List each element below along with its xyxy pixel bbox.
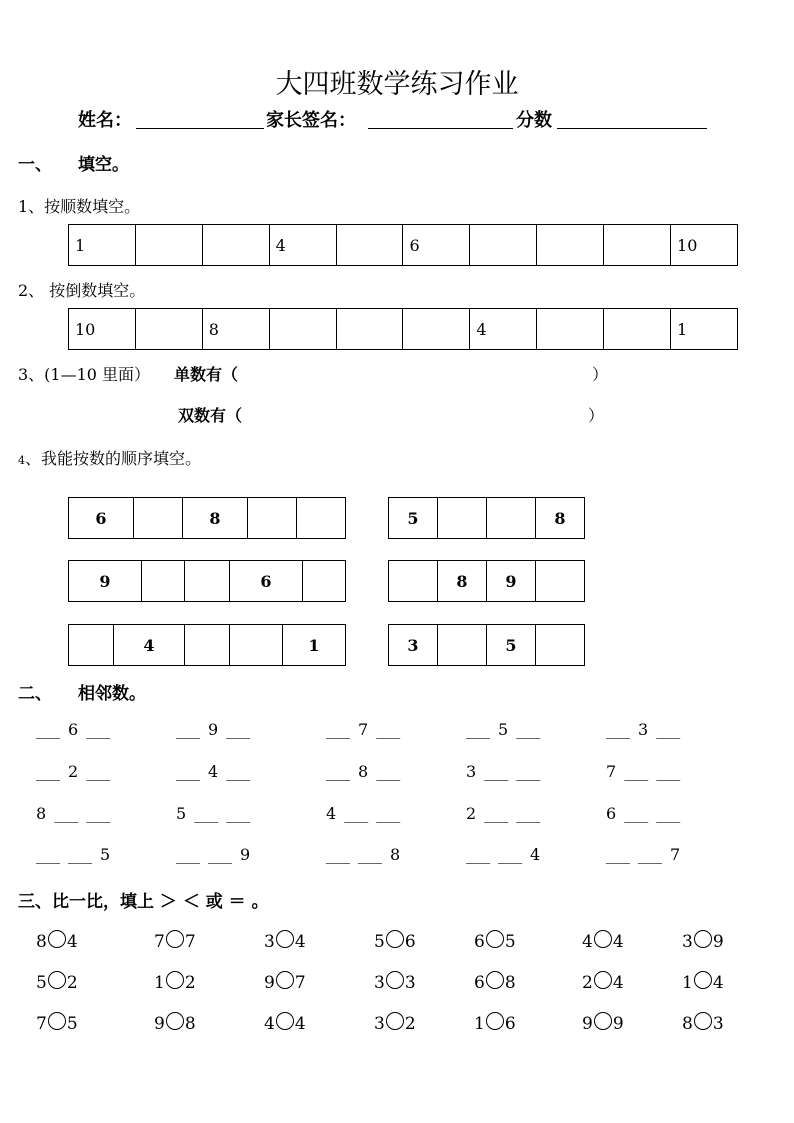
compare-right-number: 6 — [504, 1014, 516, 1034]
compare-answer-circle[interactable] — [594, 1012, 612, 1030]
q4-box-cell: 3 — [389, 625, 438, 666]
q4-box-cell[interactable] — [536, 561, 585, 602]
q4-box-cell: 1 — [283, 625, 346, 666]
neighbor-blank[interactable]: ___ — [86, 762, 111, 781]
compare-item — [582, 1012, 624, 1034]
q4-label — [18, 446, 201, 469]
q4-box-group — [68, 560, 346, 602]
compare-item — [682, 971, 724, 993]
neighbor-blank[interactable]: ___ — [516, 720, 541, 739]
q2-label: 2、 按倒数填空。 — [18, 281, 146, 300]
compare-right-number: 4 — [612, 973, 624, 993]
neighbor-item — [606, 720, 688, 739]
neighbor-number: 3 — [638, 720, 649, 739]
neighbor-item — [606, 804, 688, 823]
compare-right-number: 2 — [184, 973, 196, 993]
q1-sequence-grid — [68, 224, 738, 266]
compare-answer-circle[interactable] — [694, 930, 712, 948]
q1-cell: 4 — [269, 225, 336, 266]
compare-left-number: 1 — [682, 973, 693, 993]
q2-sequence-grid — [68, 308, 738, 350]
q4-box-cell[interactable] — [248, 498, 297, 539]
neighbor-blank[interactable]: ___ — [498, 845, 522, 864]
compare-answer-circle[interactable] — [386, 971, 404, 989]
neighbor-blank[interactable]: ___ — [326, 845, 350, 864]
neighbor-blank[interactable]: ___ — [606, 720, 630, 739]
compare-right-number: 5 — [66, 1014, 78, 1034]
compare-right-number: 2 — [404, 1014, 416, 1034]
neighbor-number: 3 — [466, 762, 477, 781]
q2-cell[interactable] — [135, 309, 202, 350]
compare-left-number: 4 — [264, 1014, 275, 1034]
compare-answer-circle[interactable] — [166, 1012, 184, 1030]
neighbor-item — [176, 845, 258, 864]
compare-right-number: 4 — [712, 973, 724, 993]
compare-item — [154, 930, 196, 952]
q4-box-cell[interactable] — [536, 625, 585, 666]
compare-item — [264, 1012, 306, 1034]
q1-cell[interactable] — [336, 225, 403, 266]
compare-item — [36, 930, 78, 952]
compare-answer-circle[interactable] — [48, 971, 66, 989]
q4-box-cell[interactable] — [297, 498, 346, 539]
neighbor-item — [606, 845, 688, 864]
compare-left-number: 8 — [36, 932, 47, 952]
neighbor-number: 7 — [358, 720, 369, 739]
neighbor-blank[interactable]: ___ — [466, 845, 490, 864]
compare-answer-circle[interactable] — [386, 930, 404, 948]
compare-answer-circle[interactable] — [166, 971, 184, 989]
neighbor-item — [36, 762, 118, 781]
compare-item — [154, 971, 196, 993]
neighbor-item — [606, 762, 688, 781]
q3-odd-close: ） — [592, 365, 609, 384]
compare-left-number: 3 — [374, 973, 385, 993]
score-label: 分数 — [516, 110, 552, 131]
parent-signature-field[interactable] — [368, 128, 513, 129]
q4-box-cell: 9 — [69, 561, 142, 602]
compare-right-number: 8 — [184, 1014, 196, 1034]
q1-cell[interactable] — [470, 225, 537, 266]
q1-label: 1、按顺数填空。 — [18, 197, 141, 216]
neighbor-blank[interactable]: ___ — [516, 762, 541, 781]
compare-left-number: 3 — [682, 932, 693, 952]
q4-box-cell: 4 — [114, 625, 185, 666]
neighbor-number: 8 — [358, 762, 369, 781]
q4-box-cell[interactable] — [230, 625, 283, 666]
compare-left-number: 9 — [582, 1014, 593, 1034]
q4-box-cell: 9 — [487, 561, 536, 602]
q4-box-cell[interactable] — [438, 625, 487, 666]
neighbor-blank[interactable]: ___ — [376, 720, 401, 739]
neighbor-item — [36, 845, 118, 864]
neighbor-blank[interactable]: ___ — [376, 762, 401, 781]
neighbor-blank[interactable]: ___ — [226, 762, 251, 781]
compare-item — [264, 971, 306, 993]
q4-box-cell[interactable] — [438, 498, 487, 539]
q4-box-cell[interactable] — [389, 561, 438, 602]
compare-left-number: 3 — [264, 932, 275, 952]
compare-right-number: 2 — [66, 973, 78, 993]
q2-cell: 8 — [202, 309, 269, 350]
compare-answer-circle[interactable] — [486, 930, 504, 948]
q3-odd-answer[interactable] — [258, 382, 578, 384]
compare-right-number: 7 — [184, 932, 196, 952]
compare-item — [264, 930, 306, 952]
compare-left-number: 7 — [154, 932, 165, 952]
neighbor-blank[interactable]: ___ — [226, 720, 251, 739]
q2-cell: 1 — [671, 309, 738, 350]
q4-box-cell[interactable] — [134, 498, 183, 539]
compare-left-number: 1 — [474, 1014, 485, 1034]
compare-left-number: 5 — [374, 932, 385, 952]
neighbor-blank[interactable]: ___ — [484, 804, 509, 823]
q1-cell[interactable] — [135, 225, 202, 266]
q4-label-text: 、我能按数的顺序填空。 — [25, 449, 202, 468]
compare-item — [474, 971, 516, 993]
neighbor-blank[interactable]: ___ — [484, 762, 509, 781]
compare-left-number: 2 — [582, 973, 593, 993]
q2-cell[interactable] — [269, 309, 336, 350]
compare-left-number: 6 — [474, 932, 485, 952]
neighbor-blank[interactable]: ___ — [358, 845, 382, 864]
neighbor-blank[interactable]: ___ — [176, 845, 200, 864]
neighbor-number: 2 — [466, 804, 477, 823]
compare-answer-circle[interactable] — [386, 1012, 404, 1030]
compare-item — [474, 1012, 516, 1034]
q3-even-close: ） — [588, 406, 605, 425]
q4-box-cell: 8 — [438, 561, 487, 602]
neighbor-number: 2 — [68, 762, 79, 781]
neighbor-item — [326, 804, 408, 823]
neighbor-number: 6 — [606, 804, 617, 823]
section1-heading: 填空。 — [78, 155, 129, 175]
neighbor-item — [36, 804, 118, 823]
compare-left-number: 5 — [36, 973, 47, 993]
neighbor-blank[interactable]: ___ — [86, 804, 111, 823]
neighbor-number: 9 — [240, 845, 251, 864]
compare-item — [374, 930, 416, 952]
neighbor-blank[interactable]: ___ — [656, 720, 681, 739]
q2-cell[interactable] — [537, 309, 604, 350]
compare-answer-circle[interactable] — [276, 1012, 294, 1030]
q4-box-group — [388, 560, 585, 602]
neighbor-blank[interactable]: ___ — [68, 845, 92, 864]
q1-cell: 6 — [403, 225, 470, 266]
compare-answer-circle[interactable] — [594, 971, 612, 989]
compare-right-number: 4 — [612, 932, 624, 952]
q4-box-cell[interactable] — [185, 625, 230, 666]
compare-right-number: 9 — [612, 1014, 624, 1034]
name-label: 姓名： — [78, 110, 132, 131]
q4-box-cell: 6 — [69, 498, 134, 539]
q4-box-group — [68, 624, 346, 666]
compare-right-number: 4 — [294, 1014, 306, 1034]
compare-left-number: 3 — [374, 1014, 385, 1034]
compare-left-number: 7 — [36, 1014, 47, 1034]
parent-signature-label: 家长签名： — [266, 110, 356, 131]
q3-even-answer[interactable] — [258, 423, 578, 425]
q3-prefix: 3、(1—10 里面） — [18, 365, 151, 384]
page-title: 大四班数学练习作业 — [275, 69, 519, 100]
q1-cell: 1 — [69, 225, 136, 266]
neighbor-blank[interactable]: ___ — [656, 762, 681, 781]
neighbor-item — [36, 720, 118, 739]
compare-right-number: 4 — [66, 932, 78, 952]
compare-item — [582, 930, 624, 952]
neighbor-blank[interactable]: ___ — [326, 720, 350, 739]
neighbor-blank[interactable]: ___ — [624, 804, 649, 823]
compare-item — [36, 1012, 78, 1034]
compare-answer-circle[interactable] — [594, 930, 612, 948]
q4-box-cell: 8 — [536, 498, 585, 539]
compare-item — [582, 971, 624, 993]
compare-answer-circle[interactable] — [694, 971, 712, 989]
q3-odd-label: 单数有（ — [174, 365, 239, 384]
q1-cell[interactable] — [604, 225, 671, 266]
neighbor-number: 4 — [530, 845, 541, 864]
neighbor-item — [466, 720, 548, 739]
compare-right-number: 8 — [504, 973, 516, 993]
neighbor-blank[interactable]: ___ — [54, 804, 79, 823]
compare-right-number: 5 — [504, 932, 516, 952]
compare-right-number: 9 — [712, 932, 724, 952]
q4-box-group — [388, 624, 585, 666]
compare-item — [682, 930, 724, 952]
q2-cell[interactable] — [604, 309, 671, 350]
neighbor-number: 8 — [36, 804, 47, 823]
q4-box-cell[interactable] — [185, 561, 230, 602]
neighbor-item — [466, 762, 548, 781]
q2-cell[interactable] — [403, 309, 470, 350]
section3-heading: 三、比一比，填上 ＞ ＜ 或 ＝ 。 — [18, 892, 269, 912]
compare-answer-circle[interactable] — [694, 1012, 712, 1030]
section2-number: 二、 — [18, 684, 52, 704]
compare-answer-circle[interactable] — [486, 971, 504, 989]
compare-left-number: 9 — [264, 973, 275, 993]
compare-item — [474, 930, 516, 952]
neighbor-item — [326, 720, 408, 739]
neighbor-blank[interactable]: ___ — [624, 762, 649, 781]
q4-box-group — [68, 497, 346, 539]
compare-answer-circle[interactable] — [486, 1012, 504, 1030]
neighbor-blank[interactable]: ___ — [36, 845, 60, 864]
neighbor-blank[interactable]: ___ — [226, 804, 251, 823]
neighbor-blank[interactable]: ___ — [638, 845, 662, 864]
score-field[interactable] — [557, 128, 707, 129]
neighbor-number: 7 — [606, 762, 617, 781]
name-field[interactable] — [136, 128, 264, 129]
section2-heading: 相邻数。 — [78, 684, 146, 704]
compare-left-number: 9 — [154, 1014, 165, 1034]
q4-box-cell[interactable] — [69, 625, 114, 666]
neighbor-blank[interactable]: ___ — [194, 804, 219, 823]
neighbor-blank[interactable]: ___ — [36, 720, 60, 739]
compare-answer-circle[interactable] — [276, 930, 294, 948]
compare-right-number: 3 — [404, 973, 416, 993]
q2-cell[interactable] — [336, 309, 403, 350]
q4-box-cell[interactable] — [487, 498, 536, 539]
compare-answer-circle[interactable] — [276, 971, 294, 989]
neighbor-blank[interactable]: ___ — [208, 845, 232, 864]
neighbor-blank[interactable]: ___ — [176, 762, 200, 781]
neighbor-number: 5 — [176, 804, 187, 823]
compare-right-number: 4 — [294, 932, 306, 952]
neighbor-number: 8 — [390, 845, 401, 864]
neighbor-blank[interactable]: ___ — [176, 720, 200, 739]
neighbor-number: 5 — [100, 845, 111, 864]
neighbor-item — [466, 845, 548, 864]
q4-box-cell: 6 — [230, 561, 303, 602]
neighbor-blank[interactable]: ___ — [516, 804, 541, 823]
q4-box-group — [388, 497, 585, 539]
compare-answer-circle[interactable] — [48, 1012, 66, 1030]
compare-left-number: 8 — [682, 1014, 693, 1034]
neighbor-number: 5 — [498, 720, 509, 739]
q1-cell[interactable] — [202, 225, 269, 266]
neighbor-number: 4 — [326, 804, 337, 823]
compare-item — [154, 1012, 196, 1034]
neighbor-blank[interactable]: ___ — [606, 845, 630, 864]
neighbor-blank[interactable]: ___ — [376, 804, 401, 823]
q4-box-cell: 5 — [487, 625, 536, 666]
compare-item — [374, 971, 416, 993]
neighbor-item — [176, 804, 258, 823]
q1-cell: 10 — [671, 225, 738, 266]
neighbor-number: 7 — [670, 845, 681, 864]
neighbor-item — [176, 762, 258, 781]
neighbor-item — [176, 720, 258, 739]
section1-number: 一、 — [18, 155, 52, 175]
neighbor-blank[interactable]: ___ — [36, 762, 60, 781]
compare-answer-circle[interactable] — [166, 930, 184, 948]
q1-cell[interactable] — [537, 225, 604, 266]
q4-label-number: 4 — [18, 454, 25, 467]
compare-item — [36, 971, 78, 993]
q2-cell: 10 — [69, 309, 136, 350]
compare-right-number: 6 — [404, 932, 416, 952]
neighbor-item — [326, 762, 408, 781]
neighbor-blank[interactable]: ___ — [326, 762, 350, 781]
q3-even-label: 双数有（ — [178, 406, 243, 425]
q4-box-cell: 8 — [183, 498, 248, 539]
compare-answer-circle[interactable] — [48, 930, 66, 948]
neighbor-blank[interactable]: ___ — [344, 804, 369, 823]
neighbor-blank[interactable]: ___ — [86, 720, 111, 739]
neighbor-number: 9 — [208, 720, 219, 739]
neighbor-blank[interactable]: ___ — [466, 720, 490, 739]
neighbor-number: 4 — [208, 762, 219, 781]
q4-box-cell[interactable] — [142, 561, 185, 602]
compare-right-number: 7 — [294, 973, 306, 993]
neighbor-number: 6 — [68, 720, 79, 739]
compare-item — [374, 1012, 416, 1034]
compare-item — [682, 1012, 724, 1034]
compare-left-number: 1 — [154, 973, 165, 993]
q4-box-cell: 5 — [389, 498, 438, 539]
neighbor-item — [466, 804, 548, 823]
q2-cell: 4 — [470, 309, 537, 350]
compare-right-number: 3 — [712, 1014, 724, 1034]
compare-left-number: 4 — [582, 932, 593, 952]
compare-left-number: 6 — [474, 973, 485, 993]
neighbor-blank[interactable]: ___ — [656, 804, 681, 823]
neighbor-item — [326, 845, 408, 864]
q4-box-cell[interactable] — [303, 561, 346, 602]
